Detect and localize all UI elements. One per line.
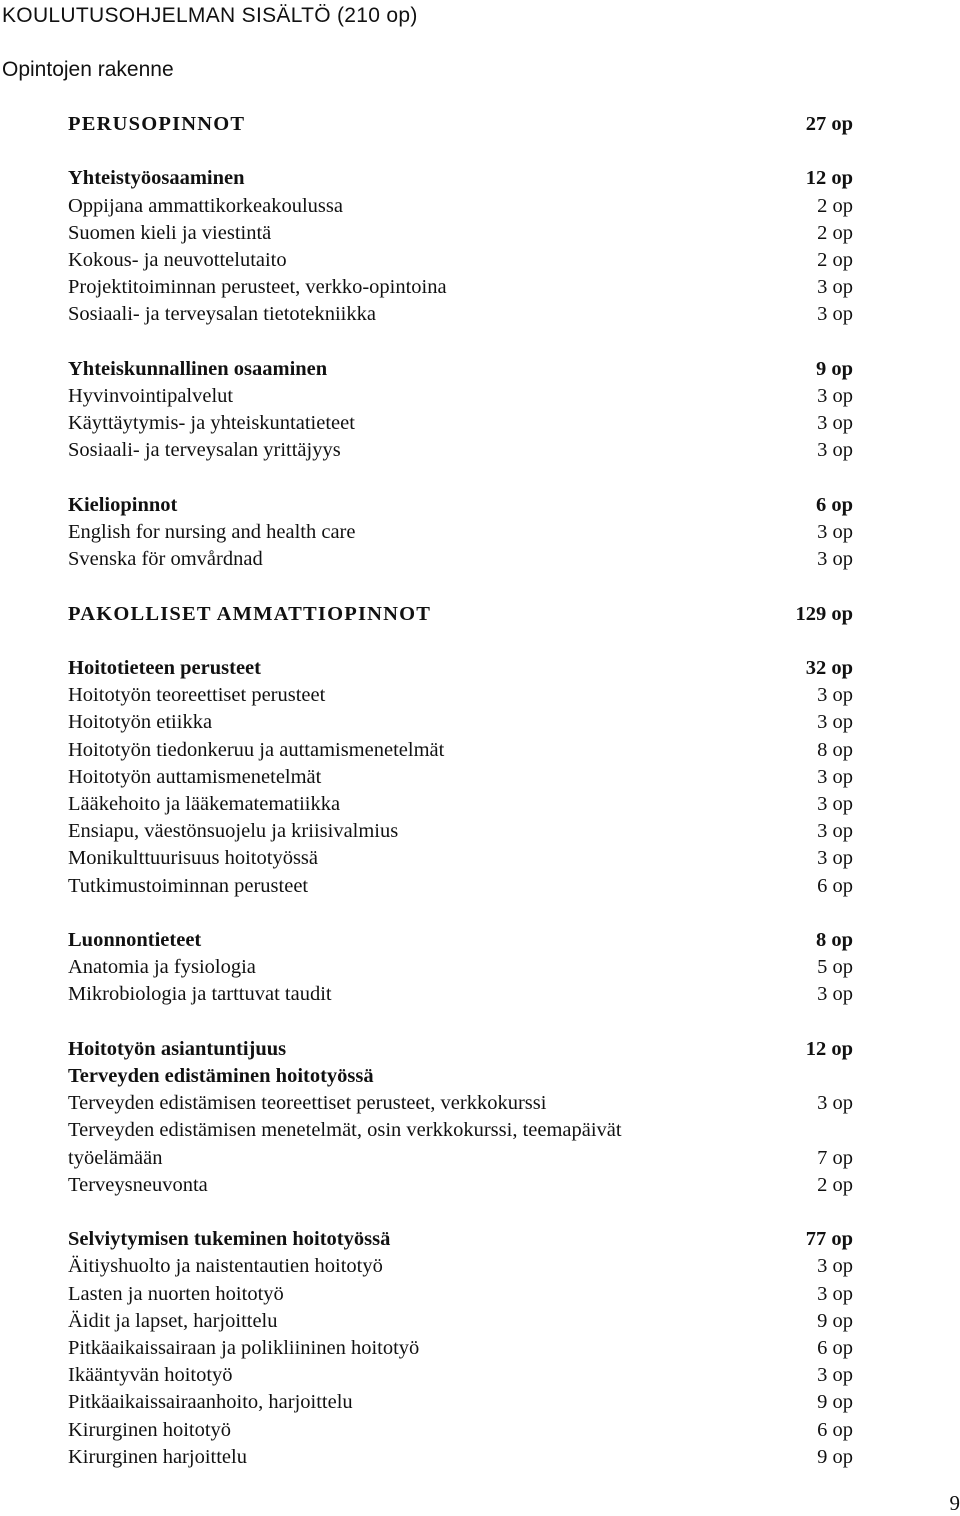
course-row xyxy=(68,1145,853,1172)
course-credits: 9 op xyxy=(817,1389,853,1416)
course-name: Ensiapu, väestönsuojelu ja kriisivalmius xyxy=(68,818,398,845)
course-credits: 3 op xyxy=(817,274,853,301)
curriculum-list xyxy=(68,111,853,1471)
course-credits: 8 op xyxy=(816,927,853,954)
course-credits: 6 op xyxy=(816,492,853,519)
course-name: Sosiaali- ja terveysalan yrittäjyys xyxy=(68,437,341,464)
course-credits: 3 op xyxy=(817,301,853,328)
course-row xyxy=(68,437,853,464)
course-credits: 3 op xyxy=(817,410,853,437)
course-credits: 2 op xyxy=(817,1172,853,1199)
course-credits: 3 op xyxy=(817,546,853,573)
course-credits: 8 op xyxy=(817,737,853,764)
course-credits: 2 op xyxy=(817,193,853,220)
course-row xyxy=(68,682,853,709)
course-credits: 3 op xyxy=(817,1281,853,1308)
course-group-row xyxy=(68,1063,853,1090)
course-row xyxy=(68,546,853,573)
course-name: Hoitotyön etiikka xyxy=(68,709,212,736)
course-group-name: Selviytymisen tukeminen hoitotyössä xyxy=(68,1226,390,1253)
course-name: Hyvinvointipalvelut xyxy=(68,383,233,410)
document-title: KOULUTUSOHJELMAN SISÄLTÖ (210 op) xyxy=(2,4,418,28)
course-row xyxy=(68,981,853,1008)
course-row xyxy=(68,1253,853,1280)
course-name: Terveyden edistämisen menetelmät, osin verkkokurssi, teemapäivät xyxy=(68,1117,622,1144)
course-credits: 77 op xyxy=(806,1226,853,1253)
course-name: English for nursing and health care xyxy=(68,519,355,546)
course-row xyxy=(68,818,853,845)
course-group-name: Hoitotieteen perusteet xyxy=(68,655,261,682)
course-credits: 2 op xyxy=(817,247,853,274)
course-name: Sosiaali- ja terveysalan tietotekniikka xyxy=(68,301,376,328)
course-name: Lasten ja nuorten hoitotyö xyxy=(68,1281,284,1308)
course-credits: 3 op xyxy=(817,845,853,872)
course-name: Svenska för omvårdnad xyxy=(68,546,263,573)
course-credits: 3 op xyxy=(817,1362,853,1389)
course-credits: 3 op xyxy=(817,682,853,709)
course-group-row xyxy=(68,1036,853,1063)
course-credits: 3 op xyxy=(817,519,853,546)
course-row xyxy=(68,1362,853,1389)
course-name: Hoitotyön auttamismenetelmät xyxy=(68,764,321,791)
course-credits: 9 op xyxy=(816,356,853,383)
course-name: Hoitotyön tiedonkeruu ja auttamismenetelmät xyxy=(68,737,444,764)
course-row xyxy=(68,274,853,301)
course-credits: 3 op xyxy=(817,437,853,464)
course-credits: 12 op xyxy=(806,1036,853,1063)
course-name: Pitkäaikaissairaanhoito, harjoittelu xyxy=(68,1389,353,1416)
course-name: Hoitotyön teoreettiset perusteet xyxy=(68,682,325,709)
course-credits: 12 op xyxy=(806,165,853,192)
course-row xyxy=(68,1281,853,1308)
course-row xyxy=(68,709,853,736)
course-row xyxy=(68,410,853,437)
course-credits: 3 op xyxy=(817,818,853,845)
course-group-row xyxy=(68,601,853,628)
course-row xyxy=(68,1090,853,1117)
course-credits: 3 op xyxy=(817,709,853,736)
course-credits: 6 op xyxy=(817,873,853,900)
course-row xyxy=(68,193,853,220)
course-group-row xyxy=(68,165,853,192)
course-name: Monikulttuurisuus hoitotyössä xyxy=(68,845,318,872)
course-row xyxy=(68,1417,853,1444)
course-name: Kirurginen hoitotyö xyxy=(68,1417,231,1444)
course-group-name: Kieliopinnot xyxy=(68,492,177,519)
course-name: Projektitoiminnan perusteet, verkko-opintoina xyxy=(68,274,447,301)
course-credits: 7 op xyxy=(817,1145,853,1172)
course-credits: 3 op xyxy=(817,383,853,410)
course-group-name: Yhteiskunnallinen osaaminen xyxy=(68,356,327,383)
course-credits: 9 op xyxy=(817,1444,853,1471)
course-name: Lääkehoito ja lääkematematiikka xyxy=(68,791,340,818)
course-row xyxy=(68,1172,853,1199)
course-row xyxy=(68,737,853,764)
course-row xyxy=(68,954,853,981)
course-credits: 3 op xyxy=(817,1253,853,1280)
course-credits: 2 op xyxy=(817,220,853,247)
course-group-row xyxy=(68,111,853,138)
course-name: Äidit ja lapset, harjoittelu xyxy=(68,1308,278,1335)
course-row xyxy=(68,1335,853,1362)
course-name: Kokous- ja neuvottelutaito xyxy=(68,247,287,274)
course-name: Mikrobiologia ja tarttuvat taudit xyxy=(68,981,332,1008)
course-credits: 27 op xyxy=(806,111,853,138)
course-name: Anatomia ja fysiologia xyxy=(68,954,256,981)
course-row xyxy=(68,220,853,247)
course-row xyxy=(68,301,853,328)
course-name: Terveyden edistämisen teoreettiset perusteet, verkkokurssi xyxy=(68,1090,546,1117)
course-group-row xyxy=(68,492,853,519)
course-credits: 6 op xyxy=(817,1417,853,1444)
section-subtitle: Opintojen rakenne xyxy=(2,58,174,82)
course-group-name: Yhteistyöosaaminen xyxy=(68,165,245,192)
course-row xyxy=(68,519,853,546)
course-row xyxy=(68,383,853,410)
course-name: Käyttäytymis- ja yhteiskuntatieteet xyxy=(68,410,355,437)
course-row xyxy=(68,247,853,274)
course-group-name: Hoitotyön asiantuntijuus xyxy=(68,1036,286,1063)
course-name: Pitkäaikaissairaan ja polikliininen hoitotyö xyxy=(68,1335,419,1362)
course-group-row xyxy=(68,1226,853,1253)
course-row xyxy=(68,1308,853,1335)
course-group-name: PAKOLLISET AMMATTIOPINNOT xyxy=(68,601,431,628)
course-name: Kirurginen harjoittelu xyxy=(68,1444,247,1471)
course-group-name: Luonnontieteet xyxy=(68,927,201,954)
course-row xyxy=(68,1117,853,1144)
course-credits: 5 op xyxy=(817,954,853,981)
course-group-name: PERUSOPINNOT xyxy=(68,111,245,138)
course-name: Tutkimustoiminnan perusteet xyxy=(68,873,308,900)
course-row xyxy=(68,764,853,791)
course-group-row xyxy=(68,356,853,383)
course-credits: 3 op xyxy=(817,791,853,818)
course-name: Ikääntyvän hoitotyö xyxy=(68,1362,233,1389)
course-credits: 3 op xyxy=(817,764,853,791)
course-row xyxy=(68,791,853,818)
course-name: Oppijana ammattikorkeakoulussa xyxy=(68,193,343,220)
course-group-name: Terveyden edistäminen hoitotyössä xyxy=(68,1063,374,1090)
course-credits: 6 op xyxy=(817,1335,853,1362)
course-credits: 32 op xyxy=(806,655,853,682)
course-name: Äitiyshuolto ja naistentautien hoitotyö xyxy=(68,1253,383,1280)
course-credits: 9 op xyxy=(817,1308,853,1335)
course-name: Suomen kieli ja viestintä xyxy=(68,220,271,247)
course-row xyxy=(68,873,853,900)
course-group-row xyxy=(68,655,853,682)
course-row xyxy=(68,845,853,872)
course-row xyxy=(68,1444,853,1471)
course-credits: 3 op xyxy=(817,981,853,1008)
course-name: Terveysneuvonta xyxy=(68,1172,208,1199)
course-name: työelämään xyxy=(68,1145,162,1172)
course-row xyxy=(68,1389,853,1416)
page-number: 9 xyxy=(950,1491,960,1516)
course-credits: 129 op xyxy=(795,601,853,628)
course-group-row xyxy=(68,927,853,954)
course-credits: 3 op xyxy=(817,1090,853,1117)
